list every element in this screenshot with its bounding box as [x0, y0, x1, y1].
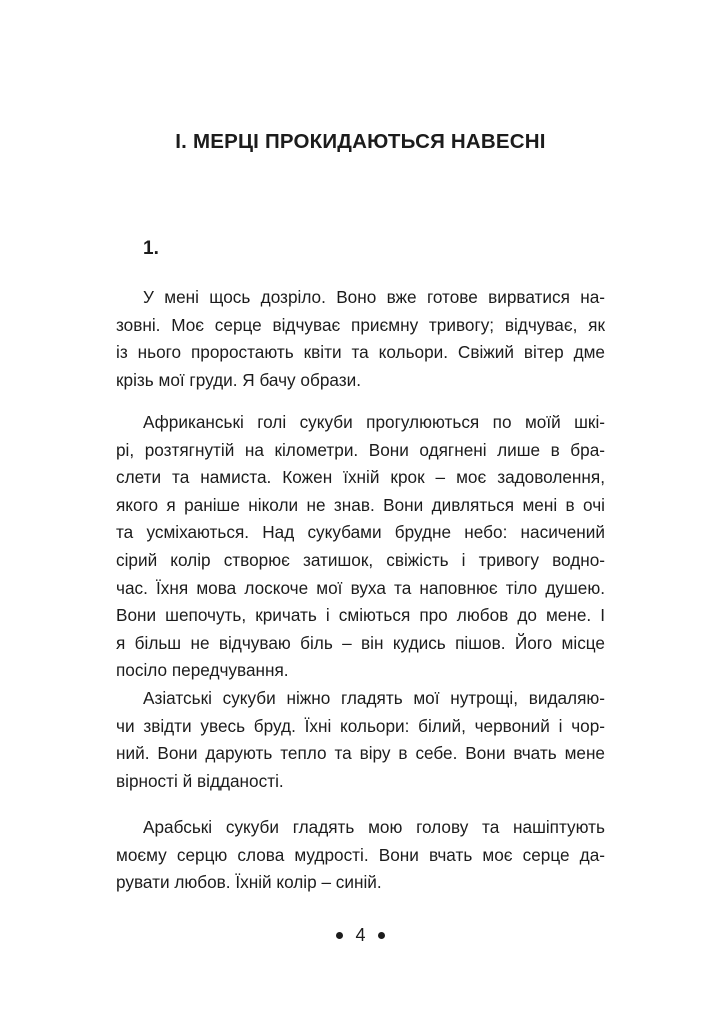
paragraph-3 — [116, 685, 605, 795]
text-line: час. Їхня мова лоскоче мої вуха та наповнює тіло душею. — [116, 577, 605, 598]
chapter-title: I. МЕРЦІ ПРОКИДАЮТЬСЯ НАВЕСНІ — [175, 130, 546, 153]
text-line: зовні. Моє серце відчуває приємну тривогу; відчуває, як — [116, 314, 605, 335]
text-line: вірності й відданості. — [116, 770, 284, 791]
text-line: Азіатські сукуби ніжно гладять мої нутрощі, видаляю- — [143, 688, 605, 708]
bullet-dot-icon — [378, 932, 385, 939]
text-line: У мені щось дозріло. Воно вже готове вирватися на- — [143, 287, 605, 307]
text-line: я більш не відчуваю біль – він кудись пішов. Його місце — [116, 632, 605, 653]
paragraph-2 — [116, 409, 605, 685]
text-line: із нього проростають квіти та кольори. Свіжий вітер дме — [116, 342, 605, 363]
text-line: сірий колір створює затишок, свіжість і тривогу водно- — [116, 549, 605, 570]
text-line: та усміхаються. Над сукубами брудне небо: насичений — [116, 522, 605, 543]
text-line: якого я раніше ніколи не знав. Вони дивляться мені в очі — [116, 494, 605, 515]
text-line: Африканські голі сукуби прогулюються по моїй шкі- — [143, 412, 605, 432]
bullet-dot-icon — [336, 932, 343, 939]
text-line: крізь мої груди. Я бачу образи. — [116, 369, 361, 390]
paragraph-4 — [116, 814, 605, 897]
text-line: чи звідти увесь бруд. Їхні кольори: білий, червоний і чор- — [116, 715, 605, 736]
text-line: посіло передчування. — [116, 660, 289, 681]
text-line: Арабські сукуби гладять мою голову та нашіптують — [143, 817, 605, 837]
paragraph-1 — [116, 284, 605, 394]
page-footer — [0, 923, 721, 947]
text-line: ний. Вони дарують тепло та віру в себе. Вони вчать мене — [116, 743, 605, 764]
text-line: Вони шепочуть, кричать і сміються про любов до мене. І — [116, 605, 605, 626]
text-line: слети та намиста. Кожен їхній крок – моє задоволення, — [116, 467, 605, 488]
text-line: рі, розтягнутій на кілометри. Вони одягнені лише в бра- — [116, 439, 605, 460]
section-number: 1. — [143, 238, 159, 259]
text-line: моєму серцю слова мудрості. Вони вчать моє серце да- — [116, 844, 605, 865]
page-number: 4 — [355, 925, 366, 945]
text-line: рувати любов. Їхній колір – синій. — [116, 872, 382, 893]
